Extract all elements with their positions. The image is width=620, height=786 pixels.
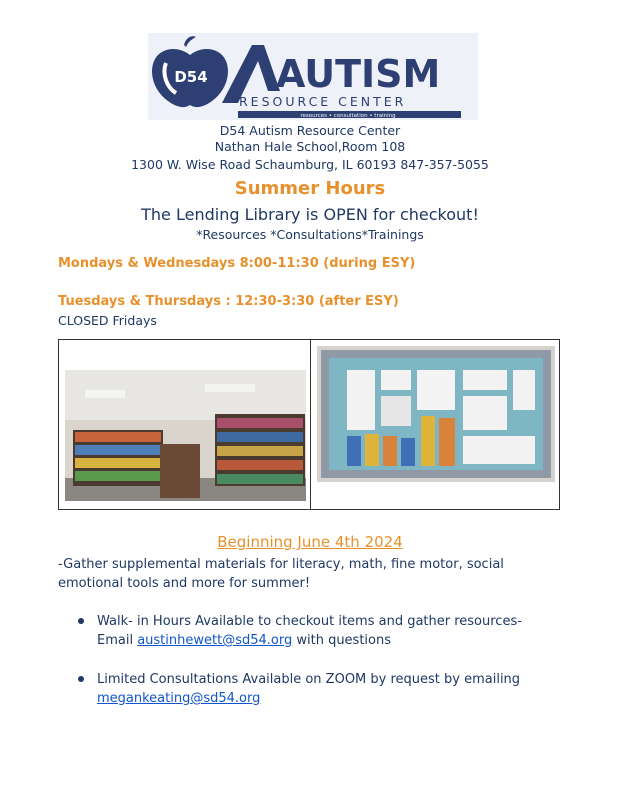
bulletin-board-photo (317, 346, 555, 482)
tue-thu-hours: Tuesdays & Thursdays : 12:30-3:30 (after ESY) (58, 294, 399, 309)
logo-subtitle-text: RESOURCE CENTER (239, 94, 407, 109)
logo-badge-text: D54 (174, 68, 208, 86)
austin-email-link[interactable]: austinhewett@sd54.org (137, 633, 293, 648)
logo-tagline-text: resources • consultation • training (300, 113, 396, 119)
closed-fridays: CLOSED Fridays (58, 313, 157, 328)
bullet-dot (78, 618, 84, 624)
walk-in-tail: with questions (292, 633, 392, 648)
bullet-walk-in-text (97, 612, 550, 650)
megan-email-link[interactable]: megankeating@sd54.org (97, 691, 261, 706)
org-name: D54 Autism Resource Center (219, 123, 401, 138)
bullet-walk-in (80, 612, 550, 650)
bullet-consultations-text (97, 670, 550, 708)
bullet-dot (78, 676, 84, 682)
summer-hours-title: Summer Hours (234, 178, 386, 199)
mon-wed-hours: Mondays & Wednesdays 8:00-11:30 (during ESY) (58, 256, 416, 271)
school-room: Nathan Hale School,Room 108 (214, 139, 406, 154)
lending-library-heading: The Lending Library is OPEN for checkout! (141, 205, 479, 224)
consultations-description: Limited Consultations Available on ZOOM by request by emailing (97, 672, 521, 687)
autism-resource-center-logo (148, 33, 478, 120)
walk-in-description: Walk- in Hours Available to checkout items and gather resources- Email (97, 614, 522, 648)
address-phone: 1300 W. Wise Road Schaumburg, IL 60193 847-357-5055 (131, 157, 489, 172)
logo-graphic (148, 33, 478, 120)
photo-table (58, 339, 560, 510)
logo-wordmark-text: AUTISM (276, 52, 441, 96)
library-room-photo (65, 370, 306, 501)
gather-materials-text: -Gather supplemental materials for literacy, math, fine motor, social emotional tools and more for summer! (58, 557, 504, 591)
bullet-consultations (80, 670, 550, 708)
beginning-date-heading: Beginning June 4th 2024 (217, 533, 403, 551)
photo-divider (310, 340, 311, 509)
services-line: *Resources *Consultations*Trainings (196, 227, 424, 242)
